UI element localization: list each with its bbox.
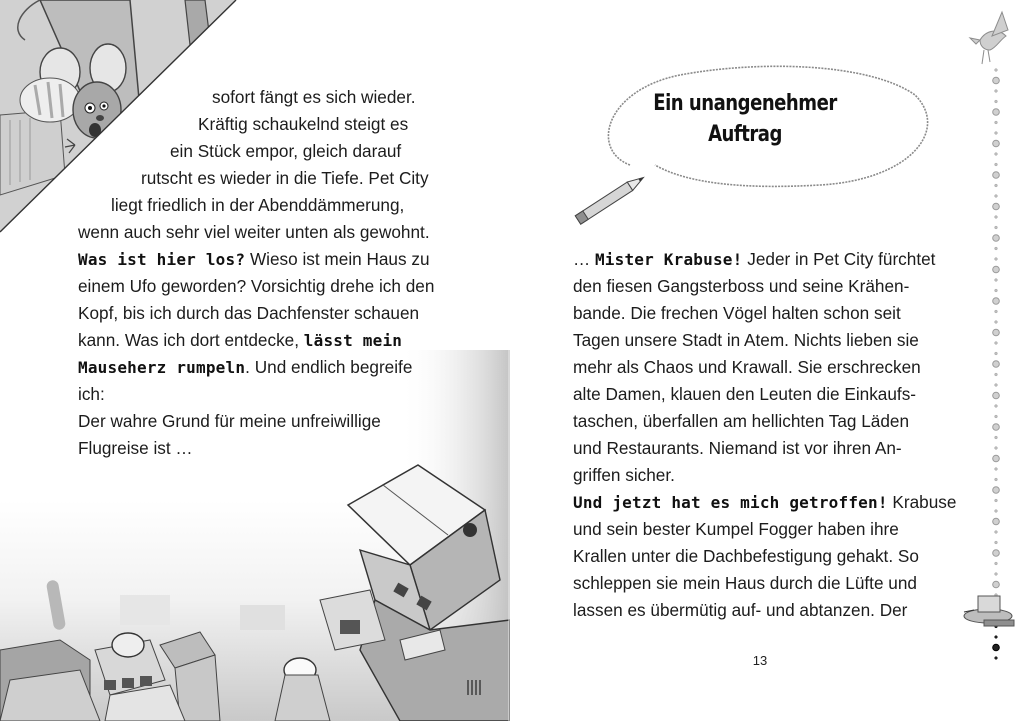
text-line: liegt friedlich in der Abenddämmerung, (111, 195, 405, 215)
text-line (78, 435, 193, 462)
highlighted-phrase: Mister Krabuse! (594, 250, 743, 269)
crow-trail-decoration (950, 0, 1020, 721)
body-text: mehr als Chaos und Krawall. Sie erschrecken (573, 357, 921, 377)
text-line (573, 516, 899, 543)
text-line (573, 246, 935, 273)
body-text: Kopf, bis ich durch das Dachfenster schauen (78, 303, 420, 323)
text-line (573, 354, 921, 381)
body-text: Krabuse (887, 492, 957, 512)
text-line (573, 462, 675, 489)
text-line: sofort fängt es sich wieder. (212, 87, 416, 107)
text-line (573, 408, 909, 435)
chapter-title (643, 88, 848, 150)
highlighted-phrase: Was ist hier los? (78, 250, 246, 269)
highlighted-phrase: Und jetzt hat es mich getroffen! (573, 493, 888, 512)
text-line (78, 273, 434, 300)
body-text: alte Damen, klauen den Leuten die Einkaufs- (573, 384, 917, 404)
body-text: … (573, 249, 595, 269)
text-line (573, 543, 919, 570)
body-text: Flugreise ist … (78, 438, 193, 458)
text-line: rutscht es wieder in die Tiefe. Pet City (141, 168, 429, 188)
body-text: und sein bester Kumpel Fogger haben ihre (573, 519, 899, 539)
chapter-title-line-1: Ein unangenehmer (653, 91, 837, 116)
body-text: lassen es übermütig auf- und abtanzen. Der (573, 600, 908, 620)
text-line: ein Stück empor, gleich darauf (170, 141, 402, 161)
text-line (573, 435, 902, 462)
body-text: Tagen unsere Stadt in Atem. Nichts lieben sie (573, 330, 919, 350)
text-line: wenn auch sehr viel weiter unten als gewohnt. (78, 222, 430, 242)
body-text: Krallen unter die Dachbefestigung gehakt. So (573, 546, 919, 566)
page-number: 13 (752, 653, 768, 668)
text-line (573, 300, 901, 327)
body-text: griffen sicher. (573, 465, 675, 485)
highlighted-phrase: Mauseherz rumpeln (78, 358, 246, 377)
flying-house-icon (964, 596, 1014, 626)
crow-icon (970, 12, 1008, 64)
body-text: einem Ufo geworden? Vorsichtig drehe ich den (78, 276, 435, 296)
body-text: schleppen sie mein Haus durch die Lüfte und (573, 573, 917, 593)
body-text: den fiesen Gangsterboss und seine Krähen- (573, 276, 910, 296)
text-line (573, 570, 917, 597)
body-text: bande. Die frechen Vögel halten schon seit (573, 303, 901, 323)
body-text: . Und endlich begreife (245, 357, 413, 377)
text-line (573, 381, 916, 408)
text-line (78, 408, 381, 435)
text-line (573, 489, 956, 516)
body-text: Wieso ist mein Haus zu (245, 249, 430, 269)
text-line (573, 327, 919, 354)
text-line (78, 300, 419, 327)
highlighted-phrase: lässt mein (303, 331, 403, 350)
box-city-illustration (0, 350, 510, 721)
body-text: und Restaurants. Niemand ist vor ihren An- (573, 438, 902, 458)
text-line (573, 273, 909, 300)
text-line (573, 597, 907, 624)
text-line: Kräftig schaukelnd steigt es (198, 114, 409, 134)
body-text: ich: (78, 384, 105, 404)
right-page (510, 0, 1020, 721)
body-text: Der wahre Grund für meine unfreiwillige (78, 411, 381, 431)
chapter-title-line-2: Auftrag (708, 122, 782, 147)
body-text: kann. Was ich dort entdecke, (78, 330, 304, 350)
text-line (78, 381, 105, 408)
body-text: taschen, überfallen am hellichten Tag Läden (573, 411, 910, 431)
body-text: Jeder in Pet City fürchtet (742, 249, 936, 269)
text-line (78, 246, 430, 273)
text-line (78, 354, 412, 381)
text-line (78, 327, 402, 354)
